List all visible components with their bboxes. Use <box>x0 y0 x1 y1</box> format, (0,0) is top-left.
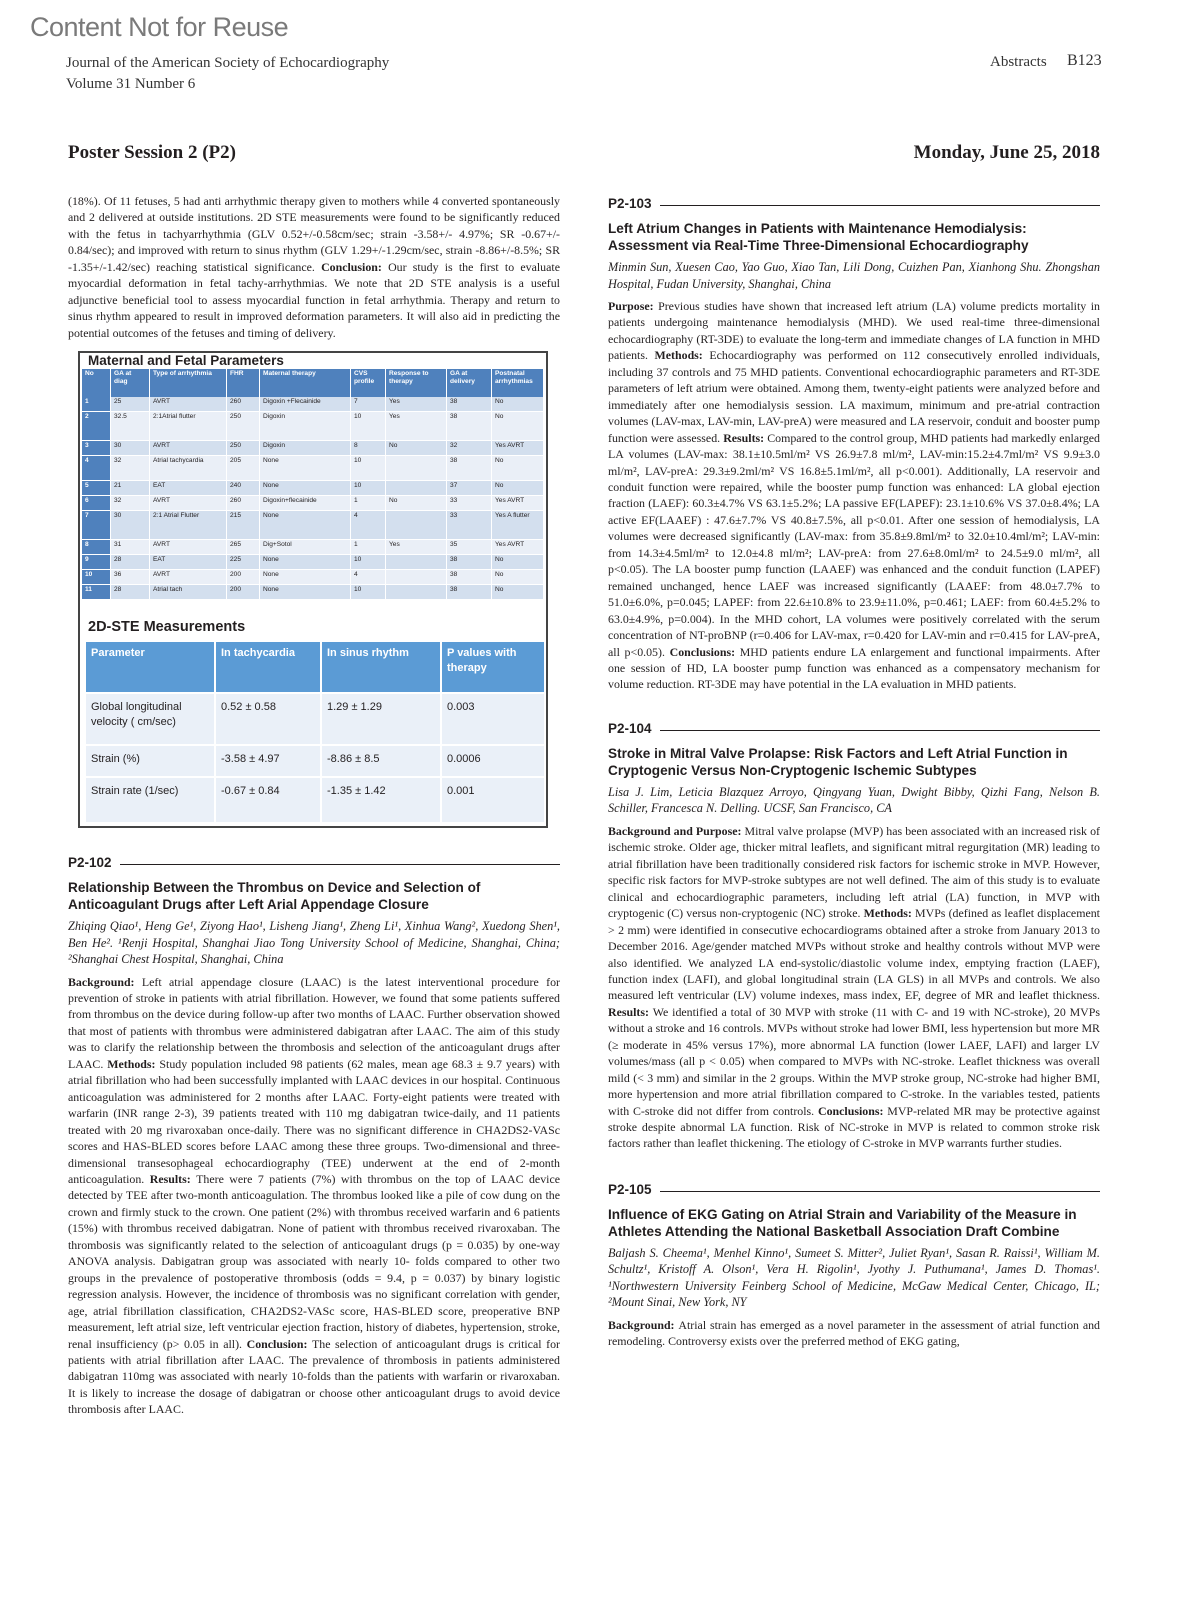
abstract-id-label <box>68 855 560 870</box>
rule-line <box>660 730 1100 731</box>
column-header: CVS profile <box>351 369 386 397</box>
table-cell: 21 <box>111 481 150 496</box>
table-cell: No <box>492 481 544 496</box>
journal-volume: Volume 31 Number 6 <box>66 76 196 92</box>
maternal-fetal-figure <box>78 351 548 828</box>
column-header: In tachycardia <box>215 642 321 693</box>
table-cell: Digoxin <box>260 441 351 456</box>
table-cell: 205 <box>227 456 260 481</box>
body-text: There were 7 patients (7%) with thrombus on the top of LAAC device detected by TEE after two-month anticoagulation. The thrombus looked like a pile of cow dung on the crown and firmly stuck to the crown. One patient (2%) with thrombus received warfarin and 6 patients (15%) with thrombus received dabigatran. None of patient with thrombus received rivaroxaban. The thrombosis was significantly related to the selection of anticoagulant drugs (p = 0.035) by one-way ANOVA analysis. Dabigatran group was associated with nearly 10- folds compared to other two groups in the prevalence of postoperative thrombosis (odds = 9.4, p = 0.037) by binary logistic regression analysis. However, the incidence of thrombosis was no significant correlation with gender, age, atrial fibrillation classification, CHA2DS2-VASc score, HAS-BLED score, preoperative BNP measurement, left atrial size, left ventricular ejection fraction, history of diabetes, hypertension, stroke, renal insufficiency (p> 0.05 in all). <box>68 1172 561 1351</box>
table-cell: None <box>260 511 351 540</box>
table-row <box>82 570 544 585</box>
column-header: GA at delivery <box>447 369 492 397</box>
table-cell: 3 <box>82 441 111 456</box>
abstract-authors: Zhiqing Qiao¹, Heng Ge¹, Ziyong Hao¹, Lisheng Jiang¹, Zheng Li¹, Xinhua Wang², Xuedong Shen¹, Ben He². ¹Renji Hospital, Shanghai Jiao Tong University School of Medicine, Shanghai, China; ²Shanghai Chest Hospital, Shanghai, China <box>68 919 560 967</box>
table-cell: 10 <box>82 570 111 585</box>
body-text: Mitral valve prolapse (MVP) has been associated with an increased risk of ischemic stroke. Older age, thicker mitral leaflets, and significant mitral regurgitation (MR) leading to atrial fibrillation have been traditionally considered risk factors for ischemic stroke in MVP. However, specific risk factors for MVP-stroke subtypes are not well defined. The aim of this study is to evaluate clinical and echocardiographic parameters, including left atrial (LA) function, in MVP with cryptogenic (C) versus non-cryptogenic (NC) stroke. <box>608 823 1100 921</box>
body-text: MHD patients endure LA enlargement and functional impairments. After one session of HD, LA booster pump function was enhanced as a compensatory mechanism for volume reduction. RT-3DE may have potential in the LA evaluation in MHD patients. <box>608 644 1101 692</box>
table-cell: 265 <box>227 540 260 555</box>
table-cell: 1 <box>351 496 386 511</box>
table-cell <box>386 456 447 481</box>
table-cell: None <box>260 570 351 585</box>
abstract-id: P2-102 <box>68 855 112 871</box>
body-text: (18%). Of 11 fetuses, 5 had anti arrhythmic therapy given to mothers while 4 converted spontaneously and 2 delivered at outside institutions. 2D STE measurements were found to be significantly reduced with the fetus in tachyarrhythmia (GLV 0.52+/-0.58cm/sec; strain -3.58+/- 4.97%; SR -0.67+/- 0.84/sec); and improved with return to sinus rhythm (GLV 1.29+/-1.29cm/sec, strain -8.86+/-8.5%; SR -1.35+/-1.42/sec) reaching statistical significance. <box>68 194 560 274</box>
table-cell: Yes A flutter <box>492 511 544 540</box>
abstract-title: Stroke in Mitral Valve Prolapse: Risk Factors and Left Atrial Function in Cryptogenic Versus Non-Cryptogenic Ischemic Subtypes <box>608 745 1068 778</box>
table-row <box>82 456 544 481</box>
table-cell: 10 <box>351 585 386 600</box>
table-cell: None <box>260 585 351 600</box>
table-cell: Digoxin <box>260 412 351 441</box>
section-label: Results: <box>149 1172 197 1187</box>
table-cell: 38 <box>447 456 492 481</box>
column-header: In sinus rhythm <box>321 642 441 693</box>
column-header: Response to therapy <box>386 369 447 397</box>
watermark: Content Not for Reuse <box>30 12 289 42</box>
table-cell: 10 <box>351 456 386 481</box>
maternal-table-title: Maternal and Fetal Parameters <box>88 353 284 369</box>
table-cell: No <box>492 456 544 481</box>
table-cell: -8.86 ± 8.5 <box>321 745 441 777</box>
table-cell: -1.35 ± 1.42 <box>321 777 441 822</box>
body-text: We identified a total of 30 MVP with stroke (11 with C- and 19 with NC-stroke), 20 MVPs without a stroke and 16 controls. MVPs without stroke had lower BMI, less hypertension but more MR (≥ moderate in 45% versus 17%), more abnormal LA function (lower LAEF, LAFI) and larger LV volumes/mass (all p < 0.05) when compared to MVPs with NC-stroke. Leaflet thickness was overall mild (< 3 mm) and similar in the 2 groups. Within the MVP stroke group, NC-stroke had higher BMI, more hypertension and more atrial fibrillation compared to C-stroke. In the variables tested, patients with C-stroke did not differ from controls. <box>608 1004 1100 1118</box>
abstract-title: Relationship Between the Thrombus on Device and Selection of Anticoagulant Drugs after Left Arial Appendage Closure <box>68 880 481 913</box>
table-cell: 38 <box>447 412 492 441</box>
table-cell: 37 <box>447 481 492 496</box>
column-header: FHR <box>227 369 260 397</box>
section-label: Conclusions: <box>818 1103 888 1118</box>
table-cell: 0.001 <box>441 777 545 822</box>
section-name: Abstracts <box>990 54 1047 70</box>
abstract-title: Left Atrium Changes in Patients with Maintenance Hemodialysis: Assessment via Real-Time Three-Dimensional Echocardiography <box>608 221 1029 253</box>
ste-table-title: 2D-STE Measurements <box>88 619 246 636</box>
table-cell: -3.58 ± 4.97 <box>215 745 321 777</box>
table-cell: 28 <box>111 585 150 600</box>
abstract-body <box>68 974 560 1418</box>
table-cell: Global longitudinal velocity ( cm/sec) <box>86 693 215 745</box>
table-cell: 260 <box>227 397 260 412</box>
body-text: Echocardiography was performed on 112 consecutively enrolled individuals, including 37 controls and 75 MHD patients. Conventional echocardiographic parameters and RT-3DE parameters of left atrium were obtained. Among them, twenty-eight patients were analyzed before and immediately after one hemodialysis session. LA maximum, minimum and pre-atrial contraction volumes (LAV-max, LAV-min, LAV-preA) were measured and LA reservoir, conduit and booster pump function were assessed. <box>608 348 1100 445</box>
table-cell: None <box>260 481 351 496</box>
table-cell: 31 <box>111 540 150 555</box>
table-cell: 6 <box>82 496 111 511</box>
table-cell: Yes AVRT <box>492 540 544 555</box>
maternal-table <box>82 369 544 600</box>
rule-line <box>120 864 560 865</box>
table-cell: Dig+Sotol <box>260 540 351 555</box>
table-cell: 38 <box>447 555 492 570</box>
table-cell: 35 <box>447 540 492 555</box>
abstract-id-label <box>608 196 1100 211</box>
right-column <box>608 196 1100 1350</box>
table-cell: 32 <box>447 441 492 456</box>
table-cell: No <box>492 555 544 570</box>
table-cell: AVRT <box>150 397 227 412</box>
table-row <box>86 777 545 822</box>
rule-line <box>660 205 1100 206</box>
table-cell: Atrial tach <box>150 585 227 600</box>
table-cell: AVRT <box>150 570 227 585</box>
table-cell: 10 <box>351 481 386 496</box>
table-cell: 10 <box>351 412 386 441</box>
table-cell: 1 <box>351 540 386 555</box>
abstract-authors: Baljash S. Cheema¹, Menhel Kinno¹, Sumeet S. Mitter², Juliet Ryan¹, Sasan R. Raissi¹, William M. Schultz¹, Kristoff A. Olson¹, Vera H. Rigolin¹, Jyothy J. Puthumana¹, James D. Thomas¹. ¹Northwestern University Feinberg School of Medicine, McGaw Medical Center, Chicago, IL; ²Mount Sinai, New York, NY <box>608 1245 1100 1310</box>
table-cell: 2:1Atrial flutter <box>150 412 227 441</box>
table-cell: No <box>492 412 544 441</box>
column-header: No <box>82 369 111 397</box>
table-cell: 215 <box>227 511 260 540</box>
table-row <box>82 481 544 496</box>
column-header: Type of arrhythmia <box>150 369 227 397</box>
table-cell <box>386 555 447 570</box>
body-text: Study population included 98 patients (62 males, mean age 68.3 ± 9.7 years) with atrial fibrillation who had been successfully implanted with LAAC devices in our hospital. Continuous anticoagulation was administered for 2 months after LAAC. Forty-eight patients were treated with warfarin (INR range 2-3), 39 patients treated with 110 mg dabigatran twice-daily, and 11 patients treated with 20 mg rivaroxaban once-daily. There was no significant difference in CHA2DS2-VASc scores and HAS-BLED scores before LAAC among these three groups. Two-dimensional and three-dimensional transesophageal echocardiography (TEE) underwent at the end of 2-month anticoagulation. <box>68 1056 560 1187</box>
table-cell: Yes <box>386 397 447 412</box>
section-label: Conclusion: <box>321 259 389 274</box>
table-cell: 260 <box>227 496 260 511</box>
column-header: GA at diag <box>111 369 150 397</box>
table-row <box>82 540 544 555</box>
session-date: Monday, June 25, 2018 <box>913 142 1100 163</box>
section-label: Background: <box>68 974 142 989</box>
table-cell: Digoxin+flecainide <box>260 496 351 511</box>
column-header: P values with therapy <box>441 642 545 693</box>
table-cell: None <box>260 555 351 570</box>
abstract-p2-105 <box>608 1182 1100 1350</box>
table-cell: AVRT <box>150 441 227 456</box>
table-row <box>82 585 544 600</box>
table-row <box>82 397 544 412</box>
table-cell: 250 <box>227 412 260 441</box>
body-text: Left atrial appendage closure (LAAC) is the latest interventional procedure for prevention of stroke in patients with atrial fibrillation. However, we found that some patients suffered from thrombus on the device during follow-up after two months of LAAC. Further observation showed that most of patients with thrombus were administered dabigatran after LAAC. The aim of this study was to clarify the relationship between the thrombosis and selection of the anticoagulant drugs after LAAC. <box>68 974 561 1071</box>
table-cell: 28 <box>111 555 150 570</box>
section-label: Conclusion: <box>246 1336 312 1351</box>
table-cell: 32 <box>111 456 150 481</box>
left-column <box>68 193 560 1418</box>
table-cell <box>386 570 447 585</box>
table-cell: Yes AVRT <box>492 441 544 456</box>
table-cell: 33 <box>447 496 492 511</box>
table-cell: Yes AVRT <box>492 496 544 511</box>
table-cell: AVRT <box>150 496 227 511</box>
abstract-id: P2-103 <box>608 196 652 211</box>
section-label: Background: <box>608 1317 679 1332</box>
table-row <box>86 745 545 777</box>
table-cell: 33 <box>447 511 492 540</box>
table-cell: 250 <box>227 441 260 456</box>
table-cell: 4 <box>82 456 111 481</box>
body-text: Previous studies have shown that increased left atrium (LA) volume predicts mortality in patients undergoing maintenance hemodialysis (MHD). We used real-time three-dimensional echocardiography (RT-3DE) to evaluate the long-term and immediate changes of LA function in MHD patients. <box>608 299 1100 363</box>
table-cell: 0.0006 <box>441 745 545 777</box>
table-cell: No <box>386 441 447 456</box>
body-text: Atrial strain has emerged as a novel parameter in the assessment of atrial function and remodeling. Controversy exists over the preferred method of EKG gating, <box>608 1317 1100 1349</box>
abstract-id: P2-104 <box>608 720 652 736</box>
table-row <box>82 441 544 456</box>
ste-table <box>86 642 546 822</box>
table-cell: EAT <box>150 481 227 496</box>
table-cell: Strain rate (1/sec) <box>86 777 215 822</box>
table-cell: 1.29 ± 1.29 <box>321 693 441 745</box>
table-cell: 38 <box>447 585 492 600</box>
session-title: Poster Session 2 (P2) <box>68 142 236 163</box>
table-cell: 4 <box>351 570 386 585</box>
table-cell: 8 <box>351 441 386 456</box>
table-cell: 200 <box>227 585 260 600</box>
section-label: Methods: <box>654 348 710 363</box>
table-cell: No <box>492 397 544 412</box>
table-cell: EAT <box>150 555 227 570</box>
column-header: Parameter <box>86 642 215 693</box>
continuation-text <box>68 193 560 341</box>
section-label: Methods: <box>863 906 916 921</box>
column-header: Postnatal arrhythmias <box>492 369 544 397</box>
table-cell: 25 <box>111 397 150 412</box>
section-label: Purpose: <box>608 299 659 313</box>
table-cell: 30 <box>111 441 150 456</box>
body-text: MVPs (defined as leaflet displacement > 2 mm) were identified in consecutive echocardiograms obtained after a stroke from January 2013 to December 2016. Age/gender matched MVPs without stroke and healthy controls without MVP were also identified. We analyzed LA end-systolic/diastolic volume index, emptying fraction (LAEF), function index (LAFI), and global longitudinal strain (LA GLS) in all MVPs and controls. We also measured left ventricular (LV) volume indexes, mass index, EF, degree of MR and leaflet thickness. <box>608 906 1100 1003</box>
abstract-p2-104 <box>608 721 1100 1152</box>
table-cell: 38 <box>447 397 492 412</box>
table-cell: 32 <box>111 496 150 511</box>
table-cell: No <box>492 585 544 600</box>
section-label: Results: <box>608 1004 653 1019</box>
column-header: Maternal therapy <box>260 369 351 397</box>
table-cell: Yes <box>386 412 447 441</box>
table-cell: 38 <box>447 570 492 585</box>
table-cell: Atrial tachycardia <box>150 456 227 481</box>
body-text: Our study is the first to evaluate myocardial deformation in fetal tachy-arrhythmias. We note that 2D STE analysis is a useful adjunctive beneficial tool to assess myocardial function in fetal arrhythmia. Therapy and return to sinus rhythm appeared to result in improved deformation parameters. It will also aid in predicting the potential outcomes of the fetuses and timing of delivery. <box>68 259 560 340</box>
table-cell: 32.5 <box>111 412 150 441</box>
table-cell: 200 <box>227 570 260 585</box>
table-cell: Strain (%) <box>86 745 215 777</box>
section-label: Background and Purpose: <box>608 823 745 838</box>
abstract-body <box>608 823 1100 1152</box>
table-cell: None <box>260 456 351 481</box>
table-row <box>82 511 544 540</box>
rule-line <box>660 1191 1100 1192</box>
table-cell: 36 <box>111 570 150 585</box>
table-cell: Yes <box>386 540 447 555</box>
table-row <box>82 555 544 570</box>
body-text: Compared to the control group, MHD patients had markedly enlarged LA volumes (LAV-max: 38.1±10.5ml/m² VS 26.9±7.8 ml/m², LAV-min:15.2±4.7ml/m² VS 9.9±3.0 ml/m², LAV-preA: 29.3±9.2ml/m² VS 16.8±5.1ml/m², all p<0.001). Additionally, LA reservoir and conduit function were repaired, while the booster pump function was enhanced: LA global ejection fraction (LAEF): 60.3±4.7% VS 63.1±5.2%; LA passive EF(LAPEF): 23.1±10.6% VS 37.0±8.4%; LA active EF(LAAEF) : 47.6±7.7% VS 40.8±7.5%, all p<0.01. After one session of hemodialysis, LA volumes were decreased significantly (LAV-max: from 35.8±9.8ml/m² to 32.0±10.4ml/m²; LAV-min: from 14.3±4.5ml/m² to 12.0±4.8 ml/m²; LAV-preA: from 27.6±8.0ml/m² to 24.5±9.0 ml/m², all p<0.05). The LA booster pump function (LAAEF) was enhanced and the conduit function (LAPEF) remained unchanged, hence LAEF was increased significantly (LAAEF: from 48.0±7.7% to 51.0±6.0%, p=0.045; LAPEF: from 22.6±10.8% to 23.9±11.0%, p=0.461; LAEF: from 60.4±5.2% to 63.0±4.9%, p=0.004). In the MHD cohort, LA volumes were positively correlated with the serum concentration of NT-proBNP (r=0.406 for LAV-max, r=0.420 for LAV-min and r=0.415 for LAV-preA, all p<0.05). <box>608 430 1101 659</box>
table-cell: 8 <box>82 540 111 555</box>
table-cell: 5 <box>82 481 111 496</box>
table-cell: 30 <box>111 511 150 540</box>
table-row <box>82 412 544 441</box>
abstract-id-label <box>608 1182 1100 1197</box>
section-label: Conclusions: <box>669 644 740 659</box>
table-cell: -0.67 ± 0.84 <box>215 777 321 822</box>
abstract-p2-103 <box>608 196 1100 693</box>
abstract-p2-102 <box>68 855 560 1418</box>
table-cell: No <box>386 496 447 511</box>
table-cell: 0.52 ± 0.58 <box>215 693 321 745</box>
table-cell: 240 <box>227 481 260 496</box>
table-cell: AVRT <box>150 540 227 555</box>
body-text: The selection of anticoagulant drugs is critical for patients with atrial fibrillation after LAAC. The prevalence of thrombosis in patients administered dabigatran 110mg was associated with nearly 10-folds than the patients with warfarin or rivaroxaban. It is likely to increase the dosage of dabigatran or choose other anticoagulant drugs to avoid device thrombosis after LAAC. <box>68 1336 560 1417</box>
table-cell: 7 <box>351 397 386 412</box>
table-cell: Digoxin +Flecainide <box>260 397 351 412</box>
abstract-body <box>608 1317 1100 1350</box>
table-cell: 2 <box>82 412 111 441</box>
page-number: B123 <box>1067 52 1102 69</box>
table-cell <box>386 585 447 600</box>
abstract-id: P2-105 <box>608 1181 652 1197</box>
body-text: MVP-related MR may be protective against stroke despite abnormal LA function. Risk of NC-stroke in MVP is related to common stroke risk factors rather than leaflet thickening. The etiology of C-stroke in MVP warrants further studies. <box>608 1103 1100 1151</box>
table-cell: 4 <box>351 511 386 540</box>
abstract-authors: Minmin Sun, Xuesen Cao, Yao Guo, Xiao Tan, Lili Dong, Cuizhen Pan, Xianhong Shu. Zhongshan Hospital, Fudan University, Shanghai, China <box>608 260 1100 291</box>
section-label: Results: <box>723 430 768 445</box>
abstract-body <box>608 298 1100 693</box>
table-cell: 11 <box>82 585 111 600</box>
section-label: Methods: <box>107 1056 160 1071</box>
abstract-authors: Lisa J. Lim, Leticia Blazquez Arroyo, Qingyang Yuan, Dwight Bibby, Qizhi Fang, Nelson B. Schiller, Francesca N. Delling. UCSF, San Francisco, CA <box>608 784 1100 816</box>
table-cell: 0.003 <box>441 693 545 745</box>
table-cell <box>386 481 447 496</box>
table-cell: 7 <box>82 511 111 540</box>
journal-name: Journal of the American Society of Echocardiography <box>66 55 390 71</box>
abstract-title: Influence of EKG Gating on Atrial Strain and Variability of the Measure in Athletes Attending the National Basketball Association Draft Combine <box>608 1206 1077 1239</box>
table-row <box>86 693 545 745</box>
abstract-id-label <box>608 721 1100 736</box>
table-cell: 10 <box>351 555 386 570</box>
table-cell: 1 <box>82 397 111 412</box>
table-cell: 2:1 Atrial Flutter <box>150 511 227 540</box>
table-cell <box>386 511 447 540</box>
table-row <box>82 496 544 511</box>
table-cell: 9 <box>82 555 111 570</box>
table-cell: No <box>492 570 544 585</box>
table-cell: 225 <box>227 555 260 570</box>
